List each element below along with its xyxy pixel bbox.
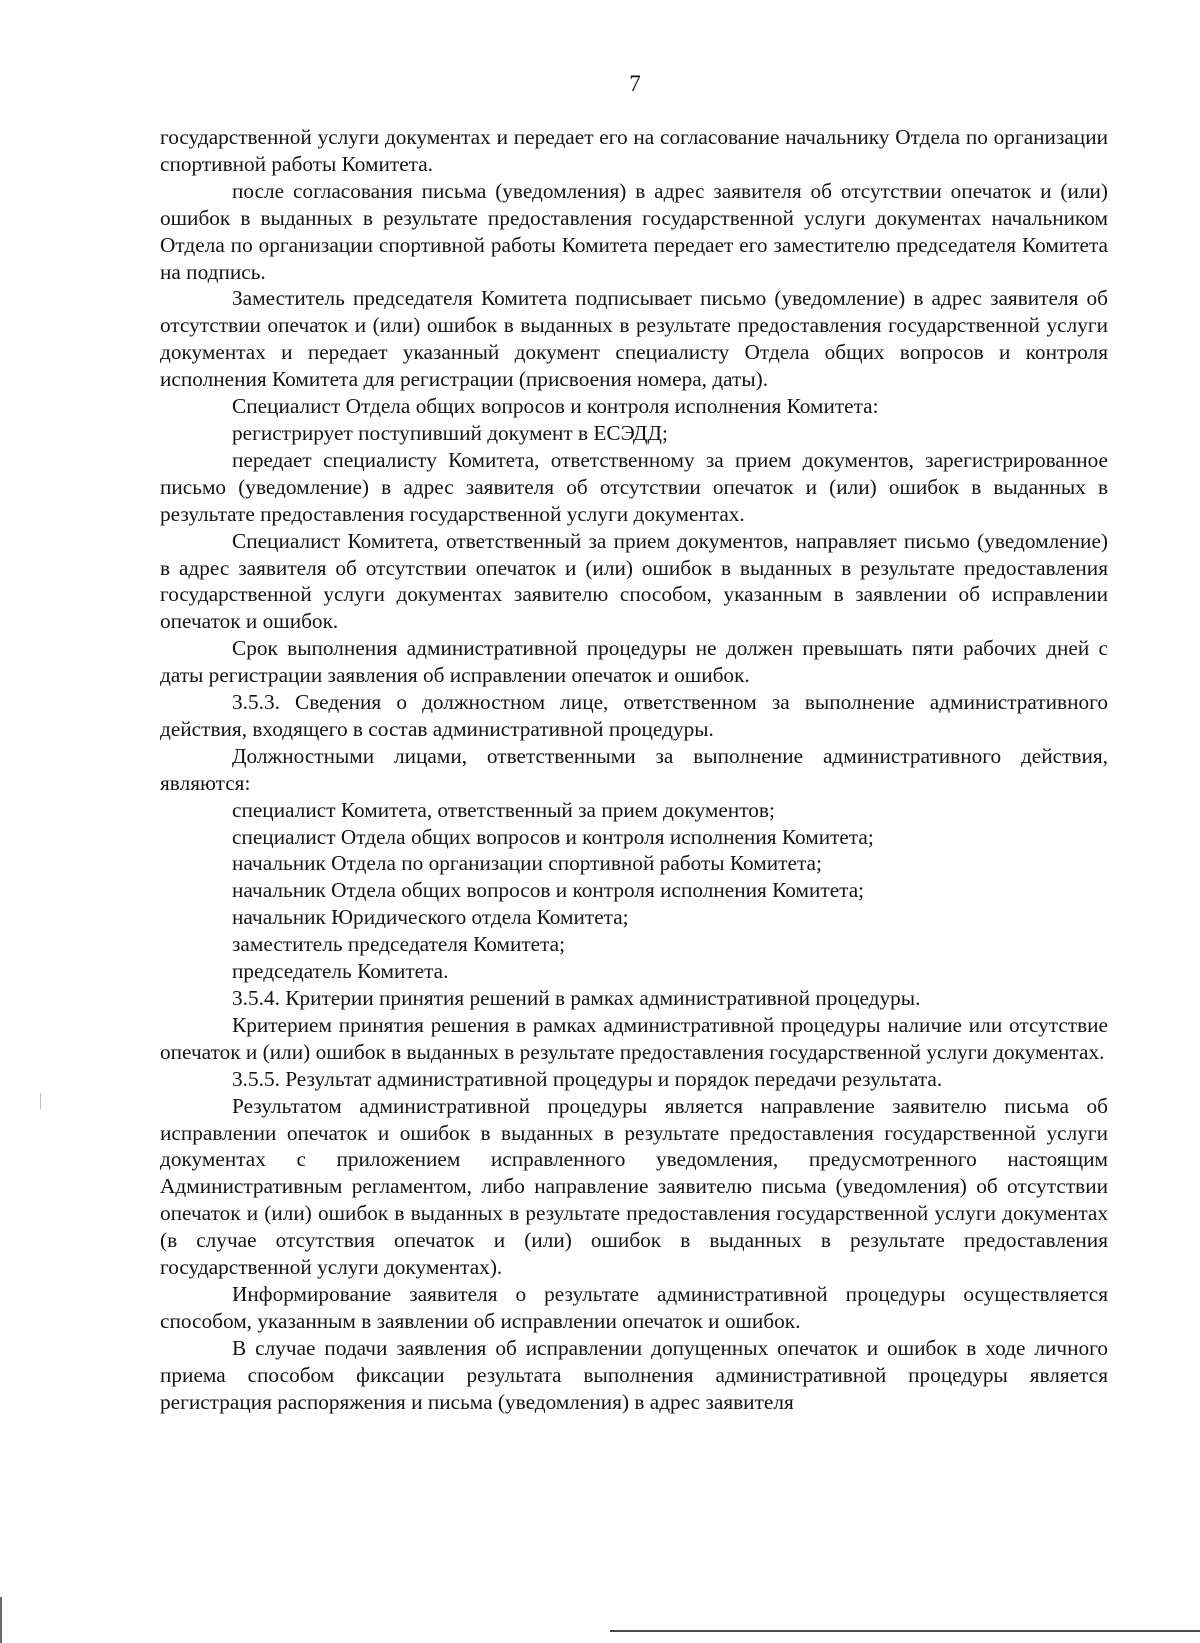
paragraph: Информирование заявителя о результате административной процедуры осуществляется способом, указанным в заявлении об исправлении опечаток и ошибок. — [160, 1281, 1108, 1333]
list-item: специалист Отдела общих вопросов и контроля исполнения Комитета; — [232, 824, 874, 849]
list-item: начальник Отдела общих вопросов и контроля исполнения Комитета; — [232, 878, 865, 903]
page-number: 7 — [629, 71, 641, 96]
paragraph: Специалист Отдела общих вопросов и контроля исполнения Комитета: — [232, 394, 879, 419]
paragraph: Срок выполнения административной процедуры не должен превышать пяти рабочих дней с даты регистрации заявления об исправлении опечаток и ошибок. — [160, 636, 1108, 688]
list-item: заместитель председателя Комитета; — [232, 932, 566, 957]
paragraph: государственной услуги документах и передает его на согласование начальнику Отдела по организации спортивной работы Комитета. — [160, 125, 1108, 176]
paragraph: Специалист Комитета, ответственный за прием документов, направляет письмо (уведомление) в адрес заявителя об отсутствии опечаток и (или) ошибок в выданных в результате предоставления государственной услуги документах заявителю способом, указанным в заявлении об исправлении опечаток и ошибок. — [160, 528, 1108, 634]
list-item: начальник Отдела по организации спортивной работы Комитета; — [232, 851, 822, 876]
list-item: специалист Комитета, ответственный за прием документов; — [232, 797, 775, 822]
paragraph: Должностными лицами, ответственными за выполнение административного действия, являются: — [160, 743, 1108, 795]
scan-edge-mark — [40, 1093, 41, 1109]
document-body — [160, 124, 1108, 1416]
paragraph: регистрирует поступивший документ в ЕСЭДД; — [232, 420, 668, 445]
paragraph: Критерием принятия решения в рамках административной процедуры наличие или отсутствие опечаток и (или) ошибок в выданных в результате предоставления государственной услуги документах. — [160, 1012, 1108, 1064]
paragraph: Заместитель председателя Комитета подписывает письмо (уведомление) в адрес заявителя об отсутствии опечаток и (или) ошибок в выданных в результате предоставления государственной услуги документах и передает указанный документ специалисту Отдела общих вопросов и контроля исполнения Комитета для регистрации (присвоения номера, даты). — [160, 286, 1108, 392]
paragraph: после согласования письма (уведомления) в адрес заявителя об отсутствии опечаток и (или) ошибок в выданных в результате предоставления государственной услуги документах начальником Отдела по организации спортивной работы Комитета передает его заместителю председателя Комитета на подпись. — [160, 178, 1108, 284]
scan-bottom-edge — [610, 1630, 1200, 1632]
list-item: начальник Юридического отдела Комитета; — [232, 905, 629, 930]
list-item: председатель Комитета. — [232, 959, 449, 984]
paragraph: Результатом административной процедуры является направление заявителю письма об исправлении опечаток и ошибок в выданных в результате предоставления государственной услуги документах с приложением исправленного уведомления, предусмотренного настоящим Административным регламентом, либо направление заявителю письма (уведомления) об отсутствии опечаток и (или) ошибок в выданных в результате предоставления государственной услуги документах (в случае отсутствия опечаток и (или) ошибок в выданных в результате предоставления государственной услуги документах). — [160, 1093, 1108, 1280]
scan-left-edge — [0, 1597, 2, 1643]
section-heading-3-5-3: 3.5.3. Сведения о должностном лице, ответственном за выполнение административного действия, входящего в состав административной процедуры. — [160, 690, 1108, 741]
paragraph: передает специалисту Комитета, ответственному за прием документов, зарегистрированное письмо (уведомление) в адрес заявителя об отсутствии опечаток и (или) ошибок в выданных в результате предоставления государственной услуги документах. — [160, 447, 1108, 526]
section-heading-3-5-4: 3.5.4. Критерии принятия решений в рамках административной процедуры. — [232, 986, 921, 1010]
section-heading-3-5-5: 3.5.5. Результат административной процедуры и порядок передачи результата. — [232, 1066, 943, 1091]
paragraph: В случае подачи заявления об исправлении допущенных опечаток и ошибок в ходе личного приема способом фиксации результата выполнения административной процедуры является регистрация распоряжения и письма (уведомления) в адрес заявителя — [160, 1335, 1108, 1414]
